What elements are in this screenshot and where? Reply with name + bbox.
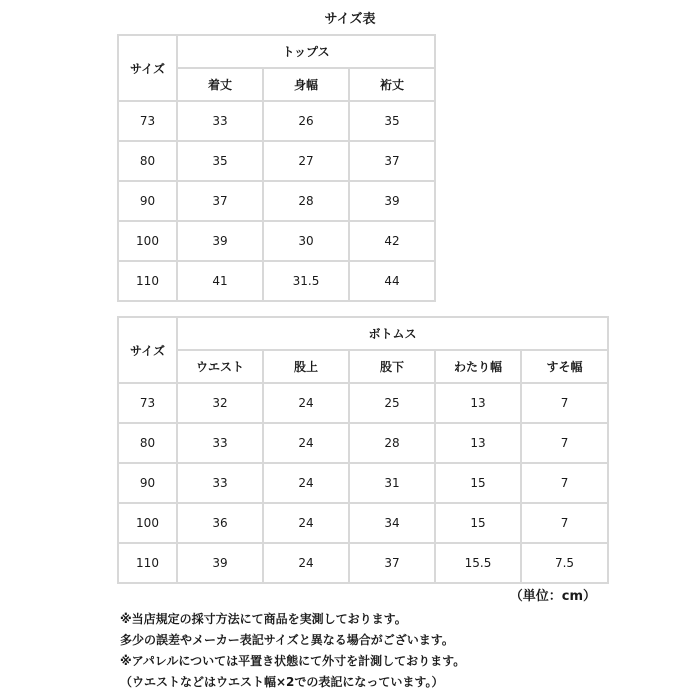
size-cell: 100 <box>118 503 177 543</box>
column-header: 身幅 <box>263 68 349 101</box>
table-cell: 15 <box>435 503 521 543</box>
table-cell: 37 <box>349 543 435 583</box>
column-header: わたり幅 <box>435 350 521 383</box>
table-cell: 13 <box>435 383 521 423</box>
table-cell: 44 <box>349 261 435 301</box>
page-title: サイズ表 <box>324 12 376 27</box>
table-cell: 7 <box>521 463 608 503</box>
size-cell: 110 <box>118 261 177 301</box>
table-cell: 26 <box>263 101 349 141</box>
table-cell: 39 <box>177 543 263 583</box>
table-cell: 37 <box>177 181 263 221</box>
table-cell: 24 <box>263 543 349 583</box>
column-header: 股上 <box>263 350 349 383</box>
table-cell: 36 <box>177 503 263 543</box>
table-cell: 35 <box>349 101 435 141</box>
table-cell: 7 <box>521 423 608 463</box>
size-cell: 90 <box>118 463 177 503</box>
footnote-line: ※当店規定の採寸方法にて商品を実測しております。 <box>120 612 407 626</box>
table-cell: 41 <box>177 261 263 301</box>
table-row <box>118 423 608 463</box>
table-cell: 15 <box>435 463 521 503</box>
size-cell: 73 <box>118 101 177 141</box>
table-cell: 33 <box>177 423 263 463</box>
bottoms-group-header: ボトムス <box>177 317 608 350</box>
table-row <box>118 543 608 583</box>
table-cell: 28 <box>263 181 349 221</box>
size-cell: 73 <box>118 383 177 423</box>
table-cell: 24 <box>263 503 349 543</box>
size-cell: 110 <box>118 543 177 583</box>
table-cell: 30 <box>263 221 349 261</box>
footnote-line: ※アパレルについては平置き状態にて外寸を計測しております。 <box>120 654 466 668</box>
table-cell: 24 <box>263 383 349 423</box>
column-header: すそ幅 <box>521 350 608 383</box>
table-row <box>118 463 608 503</box>
size-cell: 100 <box>118 221 177 261</box>
size-cell: 80 <box>118 423 177 463</box>
tops-size-table <box>117 34 436 302</box>
table-row <box>118 141 435 181</box>
table-row <box>118 383 608 423</box>
table-cell: 39 <box>349 181 435 221</box>
size-header: サイズ <box>118 35 177 101</box>
table-cell: 15.5 <box>435 543 521 583</box>
tops-group-header: トップス <box>177 35 435 68</box>
table-cell: 7 <box>521 503 608 543</box>
size-cell: 80 <box>118 141 177 181</box>
table-cell: 24 <box>263 463 349 503</box>
table-cell: 24 <box>263 423 349 463</box>
table-cell: 7 <box>521 383 608 423</box>
table-cell: 31.5 <box>263 261 349 301</box>
table-cell: 34 <box>349 503 435 543</box>
bottoms-size-table <box>117 316 609 584</box>
table-row <box>118 221 435 261</box>
table-row <box>118 503 608 543</box>
table-row <box>118 261 435 301</box>
table-cell: 32 <box>177 383 263 423</box>
table-cell: 31 <box>349 463 435 503</box>
table-cell: 25 <box>349 383 435 423</box>
column-header: 裄丈 <box>349 68 435 101</box>
table-cell: 27 <box>263 141 349 181</box>
table-cell: 33 <box>177 101 263 141</box>
footnotes <box>120 609 465 693</box>
column-header: 着丈 <box>177 68 263 101</box>
table-cell: 35 <box>177 141 263 181</box>
table-cell: 28 <box>349 423 435 463</box>
size-cell: 90 <box>118 181 177 221</box>
footnote-line: （ウエストなどはウエスト幅×2での表記になっています。） <box>120 675 444 689</box>
table-cell: 7.5 <box>521 543 608 583</box>
table-row <box>118 101 435 141</box>
table-cell: 42 <box>349 221 435 261</box>
unit-note: （単位：cm） <box>509 589 596 604</box>
footnote-line: 多少の誤差やメーカー表記サイズと異なる場合がございます。 <box>120 633 454 647</box>
column-header: ウエスト <box>177 350 263 383</box>
column-header: 股下 <box>349 350 435 383</box>
table-cell: 13 <box>435 423 521 463</box>
table-cell: 39 <box>177 221 263 261</box>
table-cell: 37 <box>349 141 435 181</box>
table-row <box>118 181 435 221</box>
table-cell: 33 <box>177 463 263 503</box>
size-header: サイズ <box>118 317 177 383</box>
